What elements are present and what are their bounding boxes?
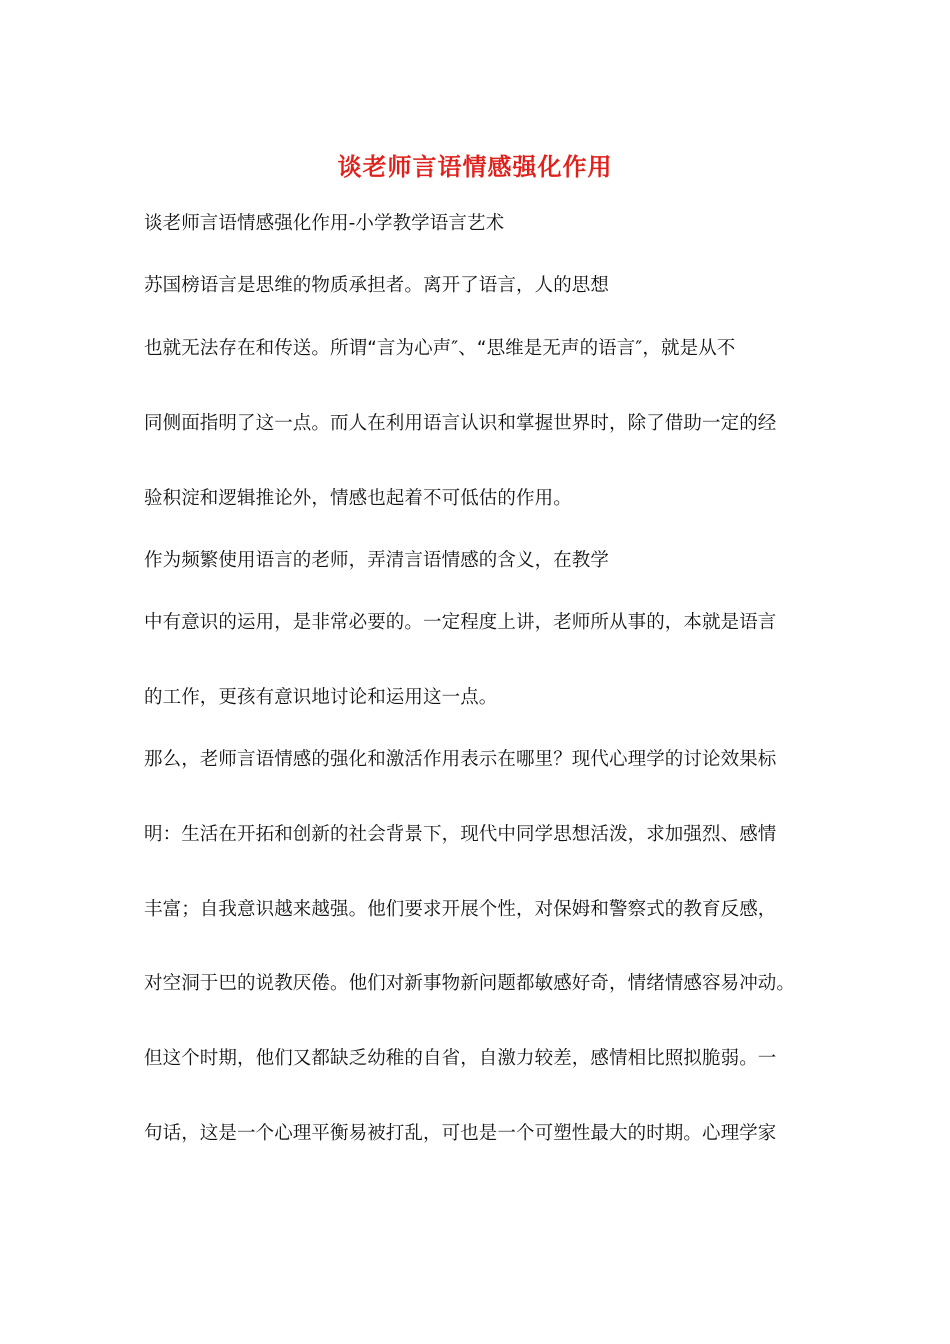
body-line-9: 明：生活在开拓和创新的社会背景下，现代中同学思想活泼，求加强烈、感情 xyxy=(144,824,777,845)
body-line-2: 也就无法存在和传送。所谓“言为心声″、“思维是无声的语言″，就是从不 xyxy=(144,338,736,359)
document-title: 谈老师言语情感强化作用 xyxy=(337,153,613,181)
body-line-8: 那么，老师言语情感的强化和激活作用表示在哪里？现代心理学的讨论效果标 xyxy=(144,749,777,770)
body-line-3: 同侧面指明了这一点。而人在利用语言认识和掌握世界时，除了借助一定的经 xyxy=(144,413,777,434)
body-line-1: 苏国榜语言是思维的物质承担者。离开了语言，人的思想 xyxy=(144,275,610,296)
body-line-4: 验积淀和逻辑推论外，情感也起着不可低估的作用。 xyxy=(144,488,572,509)
body-line-11: 对空洞于巴的说教厌倦。他们对新事物新问题都敏感好奇，情绪情感容易冲动。 xyxy=(144,973,796,994)
body-line-6: 中有意识的运用，是非常必要的。一定程度上讲，老师所从事的，本就是语言 xyxy=(144,612,777,633)
body-line-5: 作为频繁使用语言的老师，弄清言语情感的含义，在教学 xyxy=(144,550,610,571)
body-line-12: 但这个时期，他们又都缺乏幼稚的自省，自激力较差，感情相比照拟脆弱。一 xyxy=(144,1048,777,1069)
body-line-13: 句话，这是一个心理平衡易被打乱，可也是一个可塑性最大的时期。心理学家 xyxy=(144,1123,777,1144)
body-line-10: 丰富；自我意识越来越强。他们要求开展个性，对保姆和警察式的教育反感， xyxy=(144,899,777,920)
body-line-7: 的工作，更孩有意识地讨论和运用这一点。 xyxy=(144,687,498,708)
document-subtitle: 谈老师言语情感强化作用-小学教学语言艺术 xyxy=(144,213,505,234)
